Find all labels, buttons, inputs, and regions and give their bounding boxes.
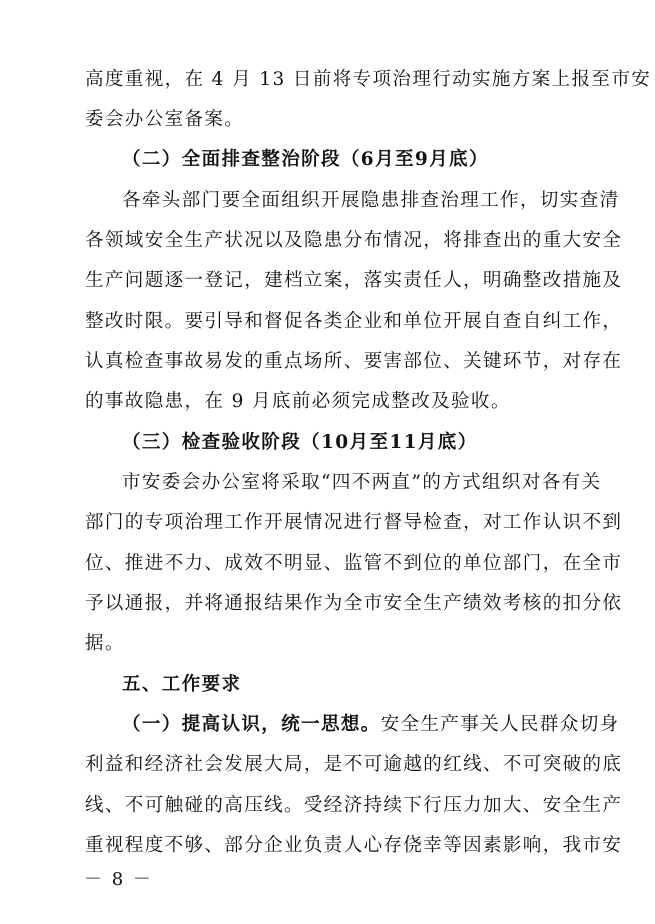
paragraph-line: 据。: [85, 633, 125, 654]
paragraph-line: 各领域安全生产状况以及隐患分布情况，将排查出的重大安全: [85, 230, 623, 251]
paragraph-line: 线、不可触碰的高压线。受经济持续下行压力加大、安全生产: [85, 795, 623, 816]
paragraph-line: 予以通报，并将通报结果作为全市安全生产绩效考核的扣分依: [85, 593, 623, 614]
paragraph-line: 重视程度不够、部分企业负责人心存侥幸等因素影响，我市安: [85, 835, 623, 856]
paragraph-line: 生产问题逐一登记，建档立案，落实责任人，明确整改措施及: [85, 270, 623, 291]
page-number: － 8 －: [84, 869, 153, 890]
paragraph-line: 各牵头部门要全面组织开展隐患排查治理工作，切实查清: [122, 190, 620, 211]
paragraph-line: 整改时限。要引导和督促各类企业和单位开展自查自纠工作，: [85, 311, 623, 332]
chapter-heading: 五、工作要求: [122, 674, 242, 695]
inline-heading: （一）提高认识，统一思想。: [122, 714, 381, 735]
section-heading: （三）检查验收阶段（10月至11月底）: [122, 432, 478, 453]
paragraph-line: [122, 713, 620, 737]
paragraph-line: 利益和经济社会发展大局，是不可逾越的红线、不可突破的底: [85, 754, 623, 775]
inline-text: 安全生产事关人民群众切身: [380, 714, 620, 735]
paragraph-line: 部门的专项治理工作开展情况进行督导检查，对工作认识不到: [85, 512, 623, 533]
paragraph-line: 市安委会办公室将采取“四不两直”的方式组织对各有关: [122, 472, 602, 493]
section-heading: （二）全面排查整治阶段（6月至9月底）: [122, 149, 489, 170]
paragraph-line: 高度重视，在 4 月 13 日前将专项治理行动实施方案上报至市安: [85, 69, 652, 90]
paragraph-line: 认真检查事故易发的重点场所、要害部位、关键环节，对存在: [85, 351, 623, 372]
paragraph-line: 的事故隐患，在 9 月底前必须完成整改及验收。: [85, 391, 511, 412]
paragraph-line: 委会办公室备案。: [85, 109, 245, 130]
paragraph-line: 位、推进不力、成效不明显、监管不到位的单位部门，在全市: [85, 553, 623, 574]
